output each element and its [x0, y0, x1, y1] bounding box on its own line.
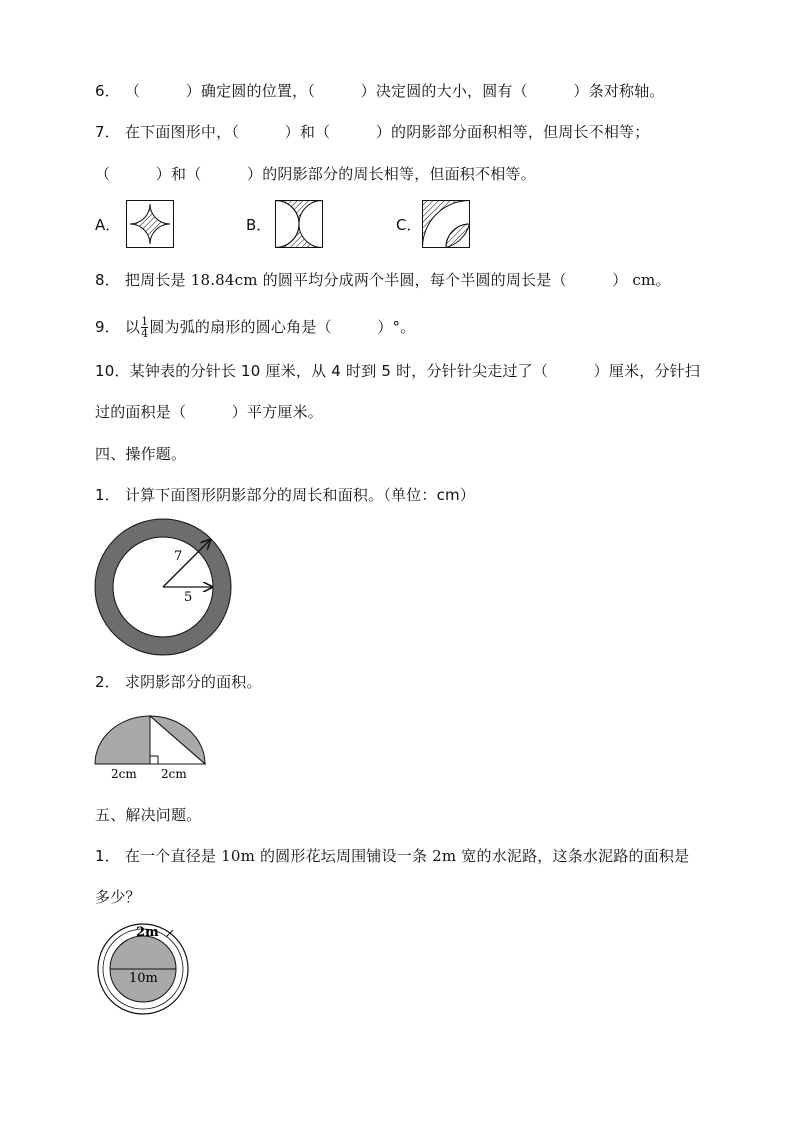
- question-10-line2: [95, 402, 323, 422]
- q9-before: 以: [124, 318, 141, 336]
- question-10-line1: [95, 361, 700, 381]
- inner-radius-label: 5: [184, 590, 193, 605]
- figure-b: [275, 200, 323, 248]
- section-5-question-1-line2: 多少？: [95, 888, 141, 906]
- figure-c: [422, 200, 470, 248]
- s5-q1-b: 的圆形花坛周围铺设一条: [259, 847, 428, 865]
- s5-q1-c: 宽的水泥路，这条水泥路的面积是: [461, 847, 690, 865]
- q8-unit: cm: [632, 271, 656, 289]
- section-5-question-1-line1: [95, 846, 689, 866]
- q8-text-before: 把周长是: [124, 271, 186, 289]
- outer-radius-label: 7: [174, 549, 183, 564]
- section-4-question-2: 2． 求阴影部分的面积。: [95, 673, 262, 691]
- section-4-title: 四、操作题。: [95, 445, 187, 463]
- q8-end: 。: [655, 271, 671, 289]
- figure-a: [126, 200, 174, 248]
- question-7-line1: [95, 122, 649, 142]
- q7-text-1: 在下面图形中，（ ）和（ ）的阴影部分面积相等，但周长不相等；: [124, 123, 650, 141]
- ring-figure: [94, 518, 232, 656]
- option-a-label: A．: [95, 216, 121, 234]
- option-b-label: B．: [246, 216, 272, 234]
- s5-q1-diameter: 10m: [221, 847, 256, 865]
- flowerbed-figure: [96, 922, 190, 1016]
- q9-fraction: [141, 316, 148, 339]
- q7-number: 7．: [95, 123, 120, 141]
- q6-text: （ ）确定圆的位置，（ ）决定圆的大小，圆有（ ）条对称轴。: [124, 82, 665, 100]
- q6-number: 6．: [95, 82, 120, 100]
- q9-frac-den: 4: [141, 327, 149, 340]
- q10-text-1: 10．某钟表的分针长 10 厘米，从 4 时到 5 时，分针针尖走过了（ ）厘米，分针扫: [95, 362, 701, 380]
- right-length-label: 2cm: [161, 767, 187, 781]
- diameter-label: 10m: [129, 971, 158, 986]
- q8-value: 18.84cm: [190, 271, 258, 289]
- section-5-title: 五、解决问题。: [95, 806, 202, 824]
- path-width-label: 2m: [136, 925, 159, 940]
- question-9: [95, 312, 415, 342]
- q9-frac-num: 1: [141, 315, 149, 328]
- question-8: [95, 270, 671, 290]
- q8-text-after: 的圆平均分成两个半圆，每个半圆的周长是（ ）: [262, 271, 628, 289]
- s5-q1-a: 1． 在一个直径是: [95, 847, 217, 865]
- semicircle-figure: [95, 708, 205, 780]
- q8-number: 8．: [95, 271, 120, 289]
- left-length-label: 2cm: [111, 767, 137, 781]
- question-6: [95, 81, 665, 101]
- q9-after: 圆为弧的扇形的圆心角是（ ）°。: [149, 318, 416, 336]
- q10-text-2: 过的面积是（ ）平方厘米。: [95, 403, 324, 421]
- section-4-question-1: 1． 计算下面图形阴影部分的周长和面积。（单位：cm）: [95, 486, 476, 504]
- q7-text-2: （ ）和（ ）的阴影部分的周长相等，但面积不相等。: [95, 165, 536, 183]
- s5-q1-width: 2m: [432, 847, 457, 865]
- question-7-line2: [95, 164, 536, 184]
- q9-number: 9．: [95, 318, 120, 336]
- option-c-label: C．: [396, 216, 422, 234]
